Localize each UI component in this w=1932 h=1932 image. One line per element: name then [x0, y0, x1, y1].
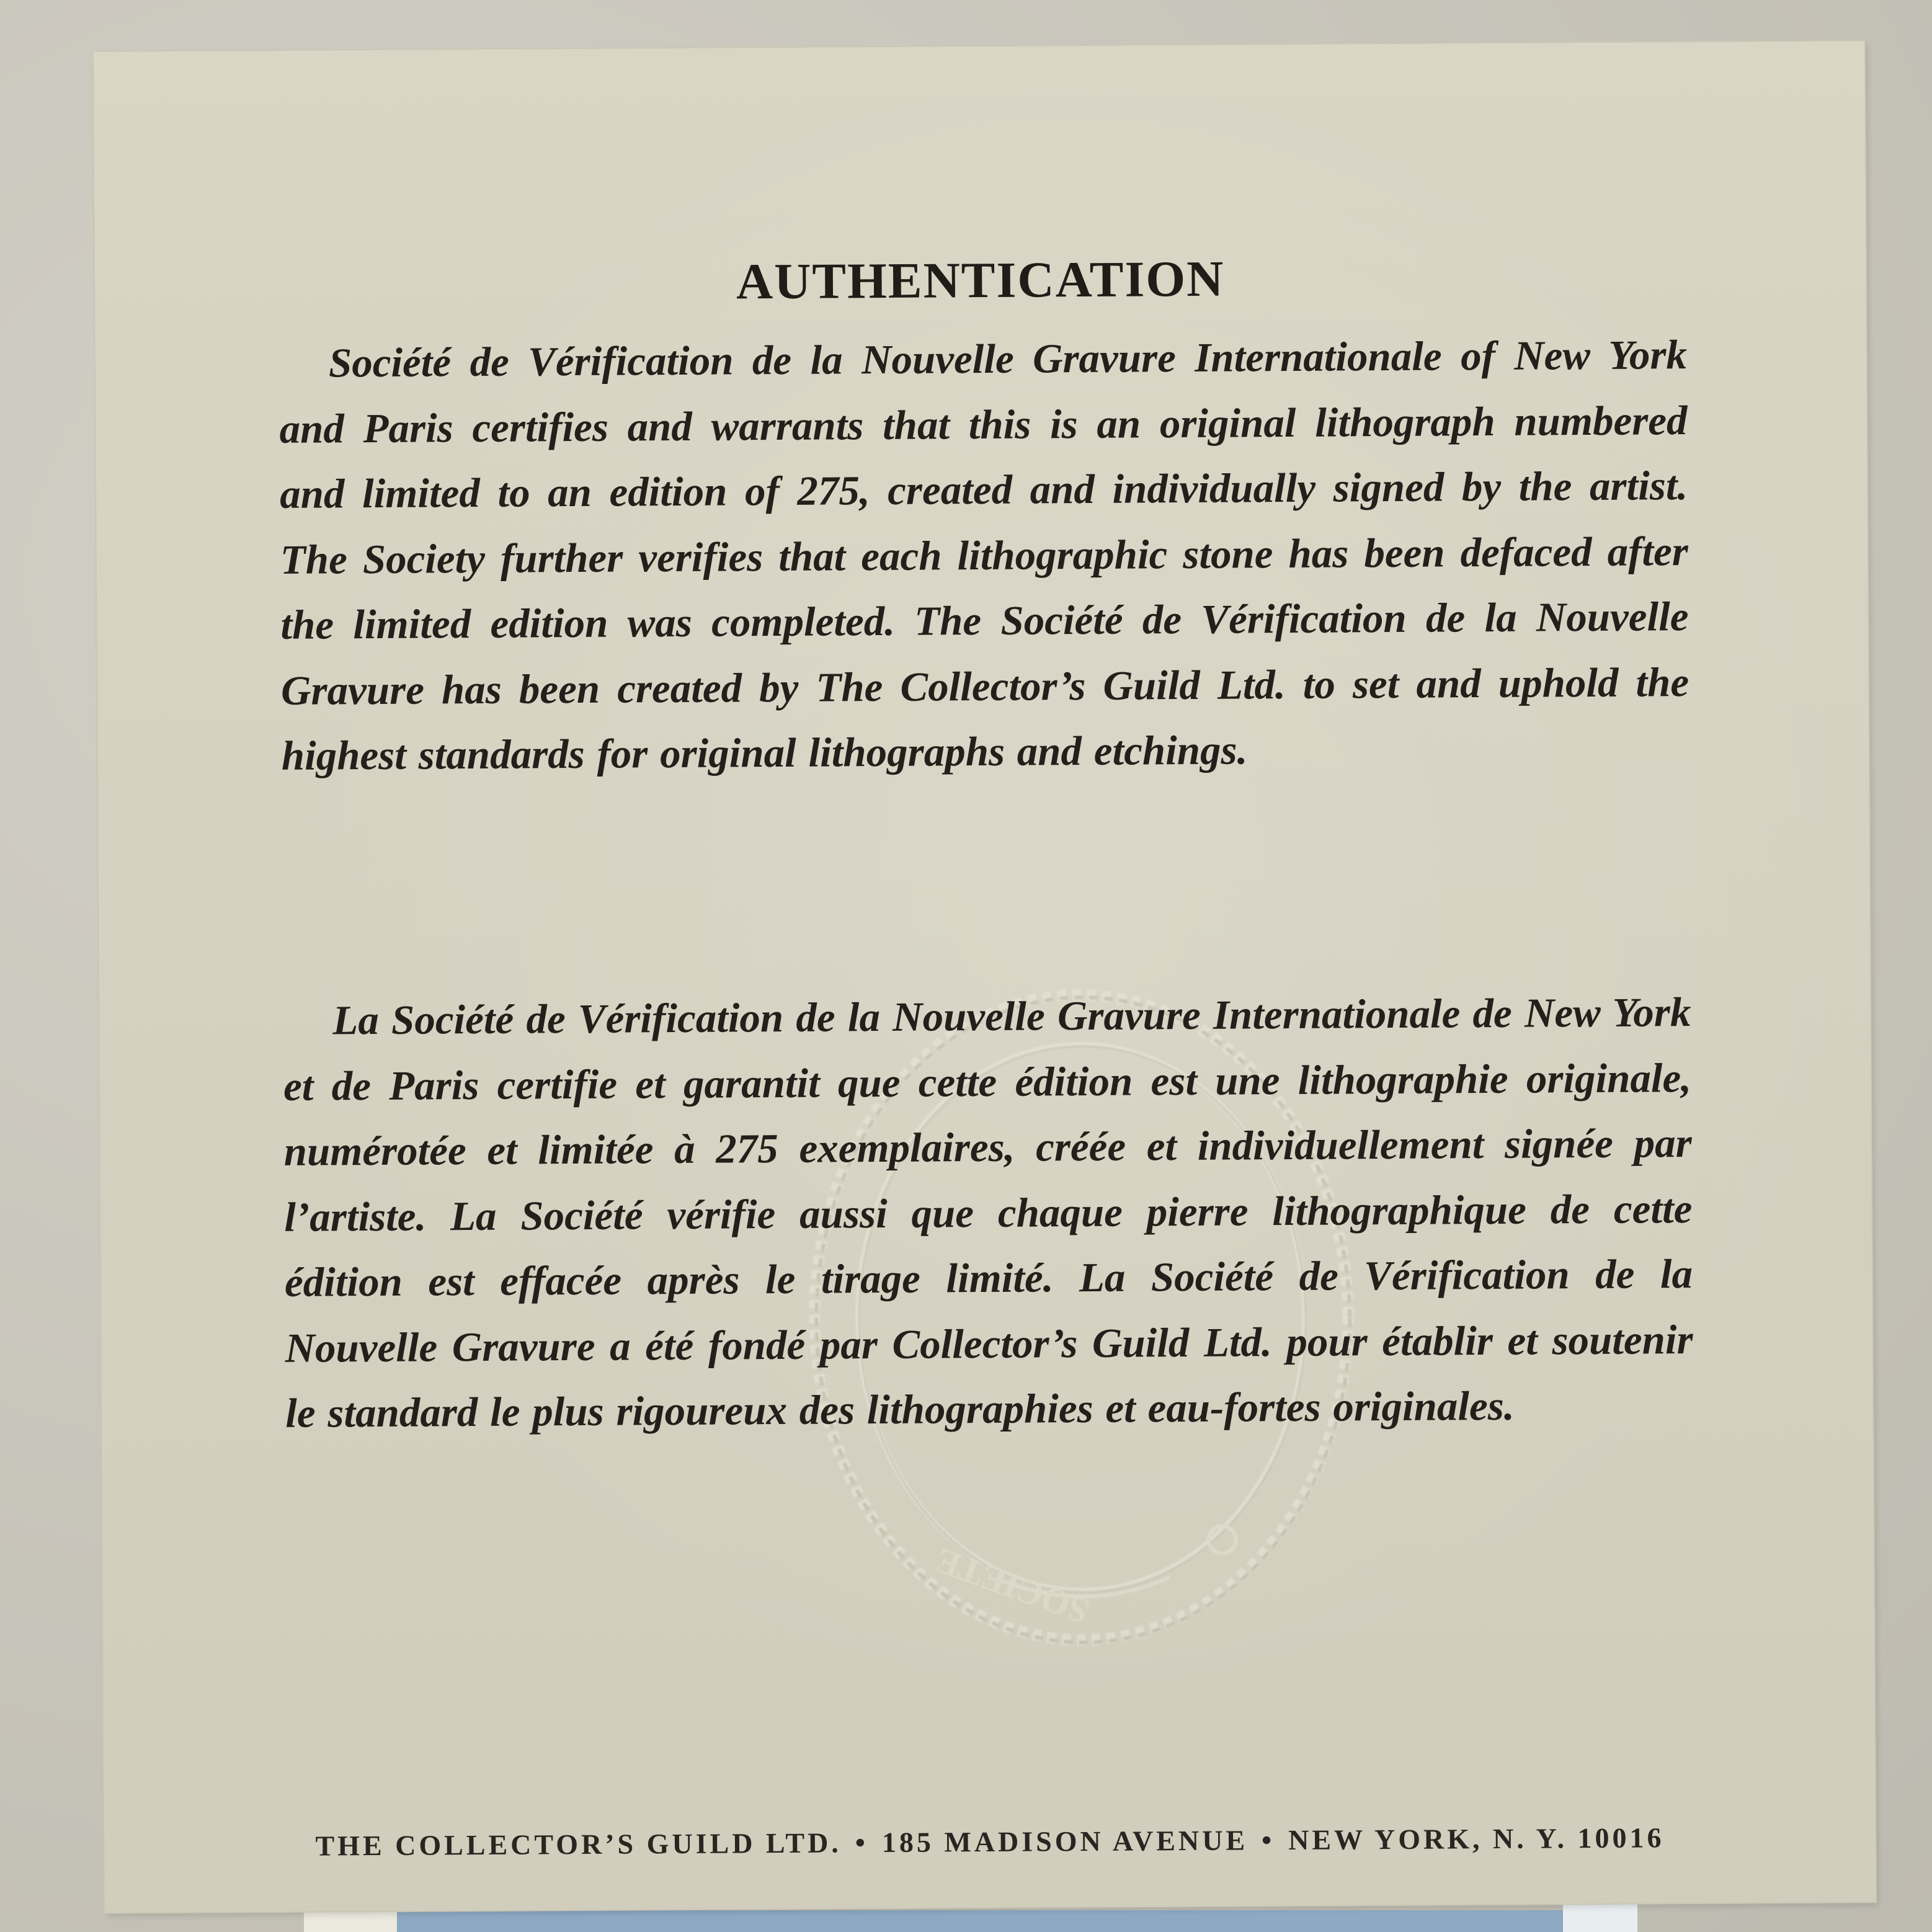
footer-city: NEW YORK, N. Y. 10016 — [1288, 1822, 1665, 1856]
footer-address — [104, 1820, 1875, 1863]
footer-separator: • — [855, 1827, 869, 1859]
footer-separator: • — [1261, 1824, 1275, 1856]
paragraph-french: La Société de Vérification de la Nouvelle Gravure Internationale de New York et de Paris certifie et garantit que cette édition est une lithographie originale, numérotée et limitée à 275 exemplaires, créée et individuellement signée par l’artiste. La Société vérifie aussi que chaque pierre lithographique de cette édition est effacée après le tirage limité. La Société de Vérification de la Nouvelle Gravure a été fondé par Collector’s Guild Ltd. pour établir et soutenir le standard le plus rigoureux des lithographies et eau-fortes originales. — [283, 989, 1693, 1436]
seal-text: SOCIETE — [930, 1540, 1095, 1632]
footer-street: 185 MADISON AVENUE — [881, 1824, 1249, 1859]
footer-company: THE COLLECTOR’S GUILD LTD. — [315, 1827, 842, 1862]
underlying-print-corner — [1563, 1904, 1637, 1932]
paragraph-english: Société de Vérification de la Nouvelle Gravure Internationale of New York and Paris certifies and warrants that this is an original lithograph numbered and limited to an edition of 275, created and individually signed by the artist. The Society further verifies that each lithographic stone has been defaced after the limited edition was completed. The Société de Vérification de la Nouvelle Gravure has been created by The Collector’s Guild Ltd. to set and uphold the highest standards for original lithographs and etchings. — [279, 332, 1689, 779]
underlying-print-edge — [397, 1910, 1563, 1932]
authentication-certificate — [94, 41, 1876, 1912]
page-title: AUTHENTICATION — [736, 250, 1225, 310]
